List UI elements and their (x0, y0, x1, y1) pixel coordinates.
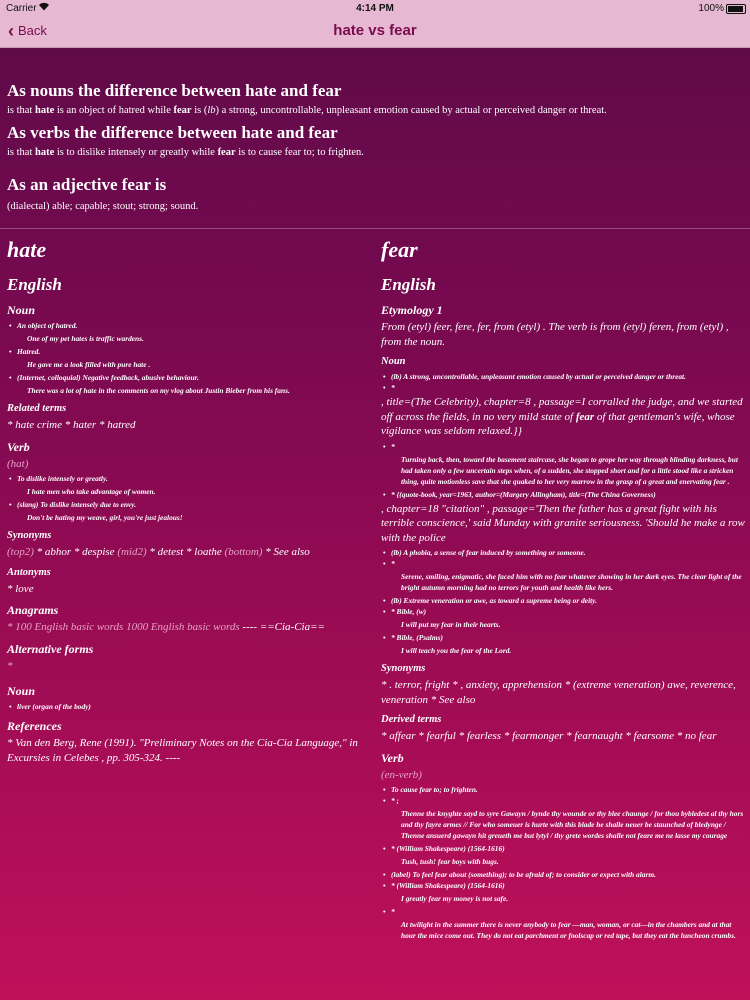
references-heading: References (7, 719, 62, 733)
carrier-label: Carrier (6, 3, 37, 14)
noun-definition-list (7, 320, 367, 396)
quote-marker: • * (391, 441, 745, 452)
word-title-hate: hate (7, 237, 47, 262)
synonyms-heading: Synonyms (381, 663, 426, 674)
noun-difference-text: is that hate is an object of hatred while fear is (lb) a strong, uncontrollable, unpleasant emotion caused by actual or perceived danger or threat. (7, 105, 607, 116)
navigation-bar (0, 17, 750, 48)
example-sentence: There was a lot of hate in the comments on my vlog about Justin Bieber from his fans. (27, 386, 290, 395)
noun-heading-2: Noun (7, 684, 36, 698)
comparison-summary (7, 80, 743, 214)
quote-marker: • * ; (391, 795, 745, 806)
example-sentence: I greatly fear my money is not safe. (401, 894, 509, 903)
adjective-text: (dialectal) able; capable; stout; strong; sound. (7, 201, 199, 212)
page-title: hate vs fear (333, 22, 417, 39)
definition-item: • (label) To feel fear about (something); to be afraid of; to consider or expect with alarm. (391, 869, 745, 880)
back-label: Back (18, 23, 47, 38)
anagrams-heading: Anagrams (7, 603, 59, 617)
chevron-left-icon: ‹ (8, 20, 14, 41)
fear-column (381, 236, 745, 943)
example-sentence: Don't be hating my weave, girl, you're just jealous! (27, 513, 183, 522)
definition-item: • (Internet, colloquial) Negative feedback, abusive behaviour. (17, 372, 367, 383)
related-terms-list: * hate crime * hater * hatred (7, 419, 136, 431)
quote-text: , title=(The Celebrity), chapter=8 , passage=I corralled the judge, and we started off across the fields, in no very mild state of fear of that gentleman's wife, whose vigilance was seldom relaxed.}} (381, 396, 743, 437)
antonyms-heading: Antonyms (7, 566, 51, 578)
definition-item: • An object of hatred. (17, 320, 367, 331)
definition-item: • Hatred. (17, 346, 367, 357)
example-sentence: I will put my fear in their hearts. (401, 620, 501, 629)
verb-template-tag: (en-verb) (381, 768, 422, 781)
example-sentence: Tush, tush! fear boys with bugs. (401, 857, 499, 866)
language-heading: English (381, 275, 436, 294)
noun-definition-list-cont-2 (381, 547, 745, 656)
definition-item: • (lb) A strong, uncontrollable, unpleasant emotion caused by actual or perceived danger or threat. (391, 371, 745, 382)
verb-definition-list (7, 473, 367, 523)
synonyms-heading: Synonyms (7, 530, 52, 541)
noun-heading: Noun (7, 303, 36, 317)
quote-citation: • * (William Shakespeare) (1564-1616) (391, 880, 745, 891)
definition-item: • (slang) To dislike intensely due to envy. (17, 499, 367, 510)
quote-marker: • * (391, 906, 745, 917)
synonyms-list: (top2) * abhor * despise (mid2) * detest * loathe (bottom) * See also (7, 546, 310, 558)
verb-difference-text: is that hate is to dislike intensely or greatly while fear is to cause fear to; to frighten. (7, 147, 364, 158)
quote-text: , chapter=18 "citation" , passage='Then the father has a great fight with his terrible conscience,' said Munday with granite seriousness. 'Should he make a row with the police (381, 502, 745, 544)
definition-item: • (lb) Extreme veneration or awe, as toward a supreme being or deity. (391, 595, 745, 606)
anagrams-list: * 100 English basic words 1000 English basic words ---- ==Cia-Cia== (7, 621, 325, 633)
alternative-forms-list: * (7, 659, 13, 672)
verb-definition-list (381, 784, 745, 941)
references-list: * Van den Berg, Rene (1991). "Preliminary Notes on the Cia-Cia Language," in Excursies in Celebes , pp. 305-324. ---- (7, 737, 358, 764)
example-sentence: I hate men who take advantage of women. (27, 487, 156, 496)
noun-definition-list (381, 371, 745, 393)
example-sentence: Serene, smiling, enigmatic, she faced him with no fear whatever showing in her dark eyes. The clear light of the bright autumn morning had no terrors for youth and health like hers. (401, 572, 742, 592)
quote-citation: • * (William Shakespeare) (1564-1616) (391, 843, 745, 854)
antonyms-list: * love (7, 582, 34, 595)
word-title-fear: fear (381, 237, 418, 262)
battery-icon (726, 4, 746, 14)
definition-item: • To cause fear to; to frighten. (391, 784, 745, 795)
example-sentence: At twilight in the summer there is never anybody to fear —man, woman, or cat—in the chambers and at that hour the mice come out. They do not eat parchment or foolscap or red tape, but they eat the luncheon crumbs. (401, 920, 736, 940)
noun-definition-list-2 (7, 701, 367, 712)
quote-citation: • * Bible, (Psalms) (391, 632, 745, 643)
alternative-forms-heading: Alternative forms (7, 641, 94, 656)
noun-definition-list-cont (381, 441, 745, 500)
example-sentence: I will teach you the fear of the Lord. (401, 646, 512, 655)
quote-citation: • * Bible, (w) (391, 606, 745, 617)
language-heading: English (7, 275, 62, 294)
definition-item: • To dislike intensely or greatly. (17, 473, 367, 484)
verb-heading: Verb (381, 750, 404, 765)
related-terms-heading: Related terms (7, 403, 67, 414)
quote-citation: • * {{quote-book, year=1963, author=(Margery Allingham), title=(The China Governess) (391, 489, 745, 500)
etymology-text: From (etyl) feer, fere, fer, from (etyl) . The verb is from (etyl) feren, from (etyl) , from the noun. (381, 321, 729, 348)
quote-marker: • * (391, 382, 745, 393)
clock: 4:14 PM (356, 3, 394, 14)
definition-item: • liver (organ of the body) (17, 701, 367, 712)
noun-difference-heading: As nouns the difference between hate and fear (7, 81, 342, 100)
example-sentence: He gave me a look filled with pure hate . (27, 360, 151, 369)
verb-template-tag: (hat) (7, 457, 29, 470)
quote-marker: • * (391, 558, 745, 569)
synonyms-list: * . terror, fright * , anxiety, apprehension * (extreme veneration) awe, reverence, veneration * See also (381, 679, 736, 706)
adjective-heading: As an adjective fear is (7, 175, 167, 194)
noun-heading: Noun (381, 356, 406, 367)
battery-percent: 100% (698, 3, 724, 14)
derived-terms-heading: Derived terms (381, 714, 442, 725)
etymology-heading: Etymology 1 (381, 303, 443, 317)
derived-terms-list: * affear * fearful * fearless * fearmonger * fearnaught * fearsome * no fear (381, 730, 717, 742)
hate-column (7, 236, 367, 765)
verb-difference-heading: As verbs the difference between hate and fear (7, 123, 338, 142)
definition-item: • (lb) A phobia, a sense of fear induced by something or someone. (391, 547, 745, 558)
example-sentence: Thenne the knyghte sayd to syre Gawayn / bynde thy wounde or thy blee chaunge / for thou bybledest al thy hors and thy fayre armes // For who someuer is hurte with this blade he shalle neuer be staunched of bledynge / Thenne ansuerd gawayn hit greueth me but lytyl / thy grete wordes shalle not feare me ne lasse my courage (401, 809, 744, 840)
verb-heading: Verb (7, 439, 30, 454)
example-sentence: One of my pet hates is traffic wardens. (27, 334, 144, 343)
section-divider (0, 228, 750, 229)
status-bar (0, 0, 750, 17)
example-sentence: Turning back, then, toward the basement staircase, she began to grope her way through blinding darkness, but had taken only a few uncertain steps when, of a sudden, she stopped short and for a little stood like a stricken thing, quite motionless save that she quaked to her very marrow in the grasp of a great and enervating fear . (401, 454, 738, 486)
